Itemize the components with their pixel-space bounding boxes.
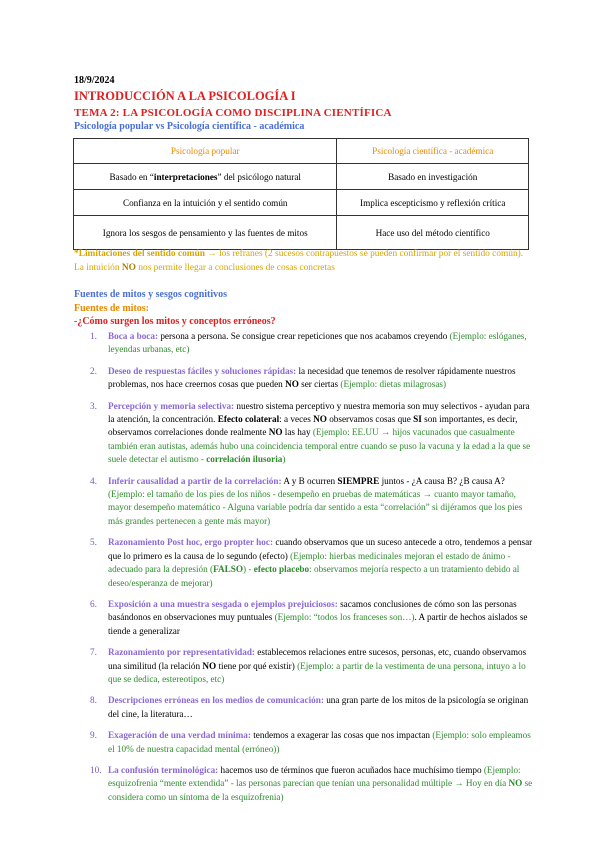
bold-text: NO bbox=[313, 414, 327, 425]
text: : a veces bbox=[279, 414, 314, 425]
item-heading: Percepción y memoria selectiva: bbox=[108, 400, 235, 411]
example-text: ) bbox=[282, 454, 286, 465]
item-number: 5. bbox=[90, 537, 97, 548]
question-heading: -¿Cómo surgen los mitos y conceptos erróneos? bbox=[74, 316, 276, 327]
item-number: 2. bbox=[90, 365, 97, 376]
header-popular: Psicología popular bbox=[74, 139, 337, 164]
text: persona a persona. Se consigue crear repeticiones que nos acabamos creyendo bbox=[158, 331, 450, 341]
example-text: (Ejemplo: EE.UU → hijos vacunados que casualmente también eran autistas, además hubo una coincidencia temporal entre cuando se puso la vacuna y la edad a la que se suele detectar el autismo - bbox=[108, 427, 531, 465]
list-item bbox=[74, 536, 534, 590]
example-bold: correlación ilusoria bbox=[206, 454, 283, 465]
example-text: (Ejemplo: hierbas medicinales mejoran el estado de ánimo - adecuado para la depresión ( bbox=[108, 550, 511, 575]
table-cell bbox=[74, 164, 337, 190]
text: la necesidad que tenemos de resolver rápidamente nuestros problemas, nos hace creernos cosas que pueden bbox=[108, 365, 516, 390]
comparison-table bbox=[73, 138, 529, 250]
table-cell: Confianza en la intuición y el sentido común bbox=[74, 190, 337, 216]
text: los refranes bbox=[219, 249, 263, 259]
cell-text: ” del psicólogo natural bbox=[217, 171, 301, 182]
item-heading: Razonamiento Post hoc, ergo propter hoc: bbox=[108, 537, 274, 548]
document-title: INTRODUCCIÓN A LA PSICOLOGÍA I bbox=[74, 89, 296, 103]
list-item bbox=[74, 365, 534, 392]
item-heading: Descripciones erróneas en los medios de comunicación: bbox=[108, 695, 324, 706]
table-row bbox=[74, 216, 529, 250]
text: tendemos a exagerar las cosas que nos impactan bbox=[250, 730, 433, 741]
text: sacamos conclusiones de cómo son las personas basándonos en observaciones muy puntuales bbox=[108, 598, 517, 623]
list-item bbox=[74, 330, 534, 357]
item-heading: Deseo de respuestas fáciles y soluciones rápidas: bbox=[108, 365, 297, 376]
bold-text: SIEMPRE bbox=[337, 475, 380, 486]
text: . A partir de hechos aislados se tiende a generalizar bbox=[108, 612, 528, 636]
example-text: (Ejemplo: dietas milagrosas) bbox=[340, 379, 447, 390]
item-heading: Exageración de una verdad mínima: bbox=[108, 730, 251, 741]
limitations-label: *Limitaciones del sentido común bbox=[74, 249, 205, 259]
bold-text: NO bbox=[202, 660, 217, 671]
table-row bbox=[74, 164, 529, 190]
text: son importantes, es decir, observamos correlaciones donde realmente bbox=[108, 414, 518, 438]
bold-text: SI bbox=[413, 414, 422, 425]
item-number: 4. bbox=[90, 475, 97, 486]
section-heading: Fuentes de mitos y sesgos cognitivos bbox=[74, 289, 228, 300]
item-heading: Inferir causalidad a partir de la correlación: bbox=[108, 475, 282, 486]
header-cientifica: Psicología científica - académica bbox=[337, 139, 529, 164]
text: las hay bbox=[282, 427, 313, 438]
table-cell: Basado en investigación bbox=[337, 164, 529, 190]
item-number: 8. bbox=[90, 695, 97, 706]
list-item bbox=[74, 598, 534, 638]
example-text: (Ejemplo: eslóganes, leyendas urbanas, etc) bbox=[108, 331, 527, 355]
bold-text: NO bbox=[121, 263, 136, 273]
example-text: ) - bbox=[243, 564, 254, 575]
cell-bold: interpretaciones bbox=[153, 171, 218, 182]
table-row bbox=[74, 190, 529, 216]
table-header-row bbox=[74, 139, 529, 164]
item-heading: Exposición a una muestra sesgada o ejemplos prejuiciosos: bbox=[108, 598, 338, 609]
text: una gran parte de los mitos de la psicología se originan del cine, la literatura… bbox=[108, 695, 529, 719]
example-text: (Ejemplo: esquizofrenia “mente extendida” - las personas parecían que tenían una personalidad múltiple → Hoy en día bbox=[108, 764, 521, 789]
item-heading: Razonamiento por representatividad: bbox=[108, 647, 255, 658]
subsection-heading: Fuentes de mitos: bbox=[74, 303, 149, 314]
list-item bbox=[74, 764, 534, 804]
limitations-paragraph bbox=[74, 247, 534, 275]
text: hacemos uso de términos que fueron acuñados hace muchísimo tiempo bbox=[218, 764, 484, 775]
myths-list bbox=[74, 330, 534, 804]
text: ser ciertas bbox=[298, 379, 341, 390]
item-number: 6. bbox=[90, 598, 97, 609]
example-bold: NO bbox=[508, 778, 523, 789]
list-item bbox=[74, 400, 534, 467]
item-heading: La confusión terminológica: bbox=[108, 764, 219, 775]
list-item bbox=[74, 646, 534, 686]
list-item bbox=[74, 475, 534, 529]
list-item bbox=[74, 729, 534, 756]
example-text: (Ejemplo: solo empleamos el 10% de nuestra capacidad mental (erróneo)) bbox=[108, 730, 531, 754]
item-heading: Boca a boca: bbox=[108, 331, 159, 341]
example-bold: FALSO bbox=[213, 564, 244, 575]
item-number: 3. bbox=[90, 400, 97, 411]
subtitle: Psicología popular vs Psicología científica - académica bbox=[74, 121, 305, 132]
item-number: 10. bbox=[90, 764, 102, 775]
text: juntos - ¿A causa B? ¿B causa A? bbox=[379, 475, 505, 486]
bold-text: Efecto colateral bbox=[217, 414, 280, 425]
table-cell: Hace uso del método científico bbox=[337, 216, 529, 250]
item-number: 7. bbox=[90, 647, 97, 658]
text: tiene por qué existir) bbox=[216, 660, 298, 671]
item-number: 9. bbox=[90, 730, 97, 741]
example-text: se considera como un síntoma de la esquizofrenia) bbox=[108, 778, 533, 802]
example-bold: efecto placebo bbox=[253, 564, 310, 575]
arrow: → bbox=[205, 249, 220, 259]
text: nuestro sistema perceptivo y nuestra memoria son muy selectivos - ayudan para la atención, la concentración. bbox=[108, 400, 530, 425]
table-cell: Ignora los sesgos de pensamiento y las fuentes de mitos bbox=[74, 216, 337, 250]
topic-title: TEMA 2: LA PSICOLOGÍA COMO DISCIPLINA CIENTÍFICA bbox=[74, 107, 392, 119]
example-text: : observamos mejoría respecto a un tratamiento debido al deseo/esperanza de mejorar) bbox=[108, 564, 520, 588]
text: cuando observamos que un suceso antecede a otro, tendemos a pensar que lo primero es la causa de lo segundo (efecto) bbox=[108, 537, 533, 561]
text: establecemos relaciones entre sucesos, personas, etc, cuando observamos una similitud (la relación bbox=[108, 647, 527, 671]
example-text: (Ejemplo: a partir de la vestimenta de una persona, intuyo a lo que se dedica, estereotipos, etc) bbox=[108, 660, 526, 684]
list-item bbox=[74, 694, 534, 721]
table-cell: Implica escepticismo y reflexión crítica bbox=[337, 190, 529, 216]
example-text: (Ejemplo: el tamaño de los pies de los niños - desempeño en pruebas de matemáticas → cuanto mayor tamaño, mayor desempeño matemático - Alguna variable podría dar sentido a esta “correlación” si dijéramos que los pies más grandes pertenecen a gente más mayor) bbox=[108, 489, 523, 526]
text: A y B ocurren bbox=[281, 475, 338, 486]
cell-text: Basado en “ bbox=[109, 171, 154, 182]
text: (2 sucesos contrapuestos se pueden confirmar por el sentido común). La intuición bbox=[74, 249, 524, 273]
date: 18/9/2024 bbox=[74, 75, 115, 86]
example-text: (Ejemplo: “todos los franceses son…) bbox=[274, 612, 415, 623]
bold-text: NO bbox=[268, 427, 283, 438]
text: nos permite llegar a conclusiones de cosas concretas bbox=[135, 263, 335, 273]
bold-text: NO bbox=[285, 379, 299, 390]
item-number: 1. bbox=[90, 331, 97, 341]
text: observamos cosas que bbox=[326, 414, 414, 425]
